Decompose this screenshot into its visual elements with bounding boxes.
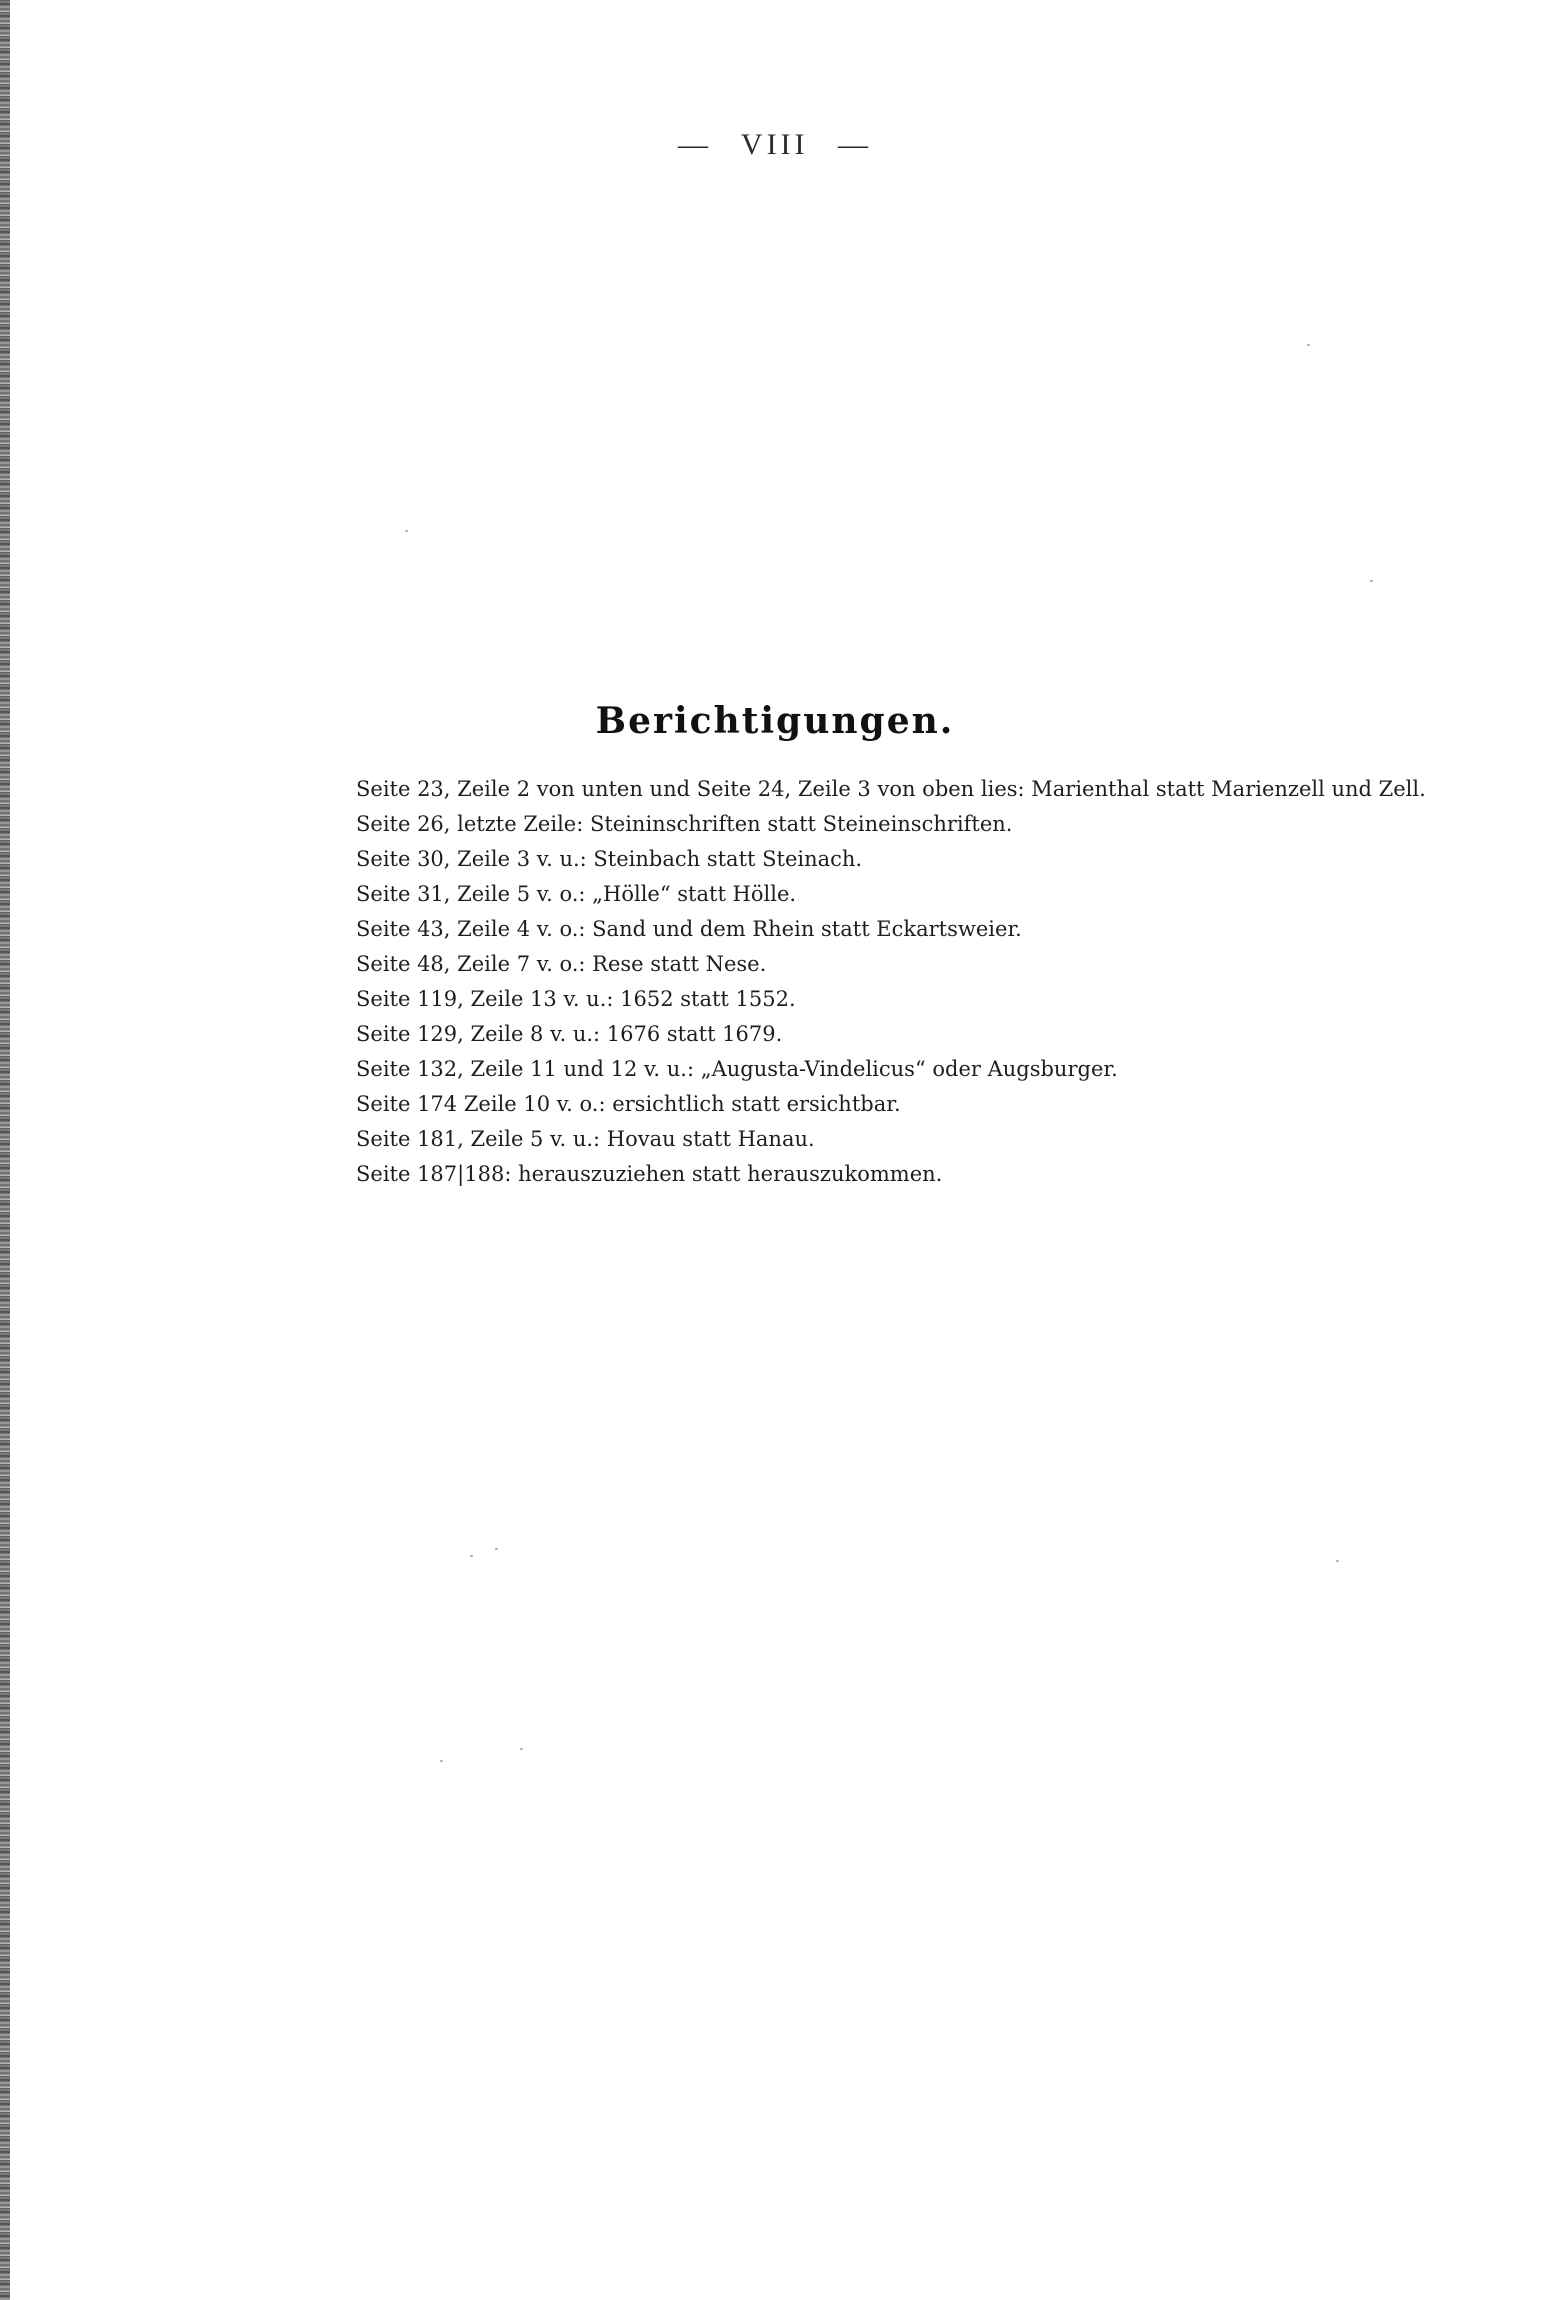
errata-entry: Seite 31, Zeile 5 v. o.: „Hölle“ statt Hölle. bbox=[356, 882, 797, 906]
errata-entry: Seite 129, Zeile 8 v. u.: 1676 statt 1679. bbox=[356, 1022, 783, 1046]
scan-speck bbox=[405, 530, 408, 532]
errata-entry: Seite 43, Zeile 4 v. o.: Sand und dem Rhein statt Eckartsweier. bbox=[356, 917, 1022, 941]
scan-speck bbox=[1307, 344, 1310, 346]
page-number-right-dash: — bbox=[838, 128, 873, 161]
scanned-page-edge bbox=[0, 0, 10, 2300]
errata-entry: Seite 119, Zeile 13 v. u.: 1652 statt 1552. bbox=[356, 987, 796, 1011]
errata-entry: Seite 30, Zeile 3 v. u.: Steinbach statt Steinach. bbox=[356, 847, 863, 871]
errata-title: Berichtigungen. bbox=[595, 700, 955, 742]
page-number-left-dash: — bbox=[677, 128, 712, 161]
page-number-value: VIII bbox=[740, 128, 809, 161]
scan-speck bbox=[1336, 1560, 1339, 1562]
errata-entry: Seite 132, Zeile 11 und 12 v. u.: „Augusta-Vindelicus“ oder Augsburger. bbox=[356, 1057, 1118, 1081]
scan-speck bbox=[495, 1548, 498, 1550]
scan-speck bbox=[440, 1760, 443, 1762]
page-number bbox=[0, 128, 1550, 162]
scan-speck bbox=[470, 1555, 473, 1557]
scan-speck bbox=[1370, 580, 1373, 582]
errata-entry: Seite 48, Zeile 7 v. o.: Rese statt Nese. bbox=[356, 952, 767, 976]
errata-entry: Seite 187|188: herauszuziehen statt herauszukommen. bbox=[356, 1162, 943, 1186]
errata-list bbox=[356, 772, 1436, 1192]
errata-entry: Seite 181, Zeile 5 v. u.: Hovau statt Hanau. bbox=[356, 1127, 815, 1151]
errata-entry: Seite 174 Zeile 10 v. o.: ersichtlich statt ersichtbar. bbox=[356, 1092, 901, 1116]
errata-entry: Seite 23, Zeile 2 von unten und Seite 24, Zeile 3 von oben lies: Marienthal statt Marienzell und Zell. bbox=[356, 777, 1426, 801]
errata-entry: Seite 26, letzte Zeile: Steininschriften statt Steineinschriften. bbox=[356, 812, 1013, 836]
scan-speck bbox=[520, 1748, 523, 1750]
